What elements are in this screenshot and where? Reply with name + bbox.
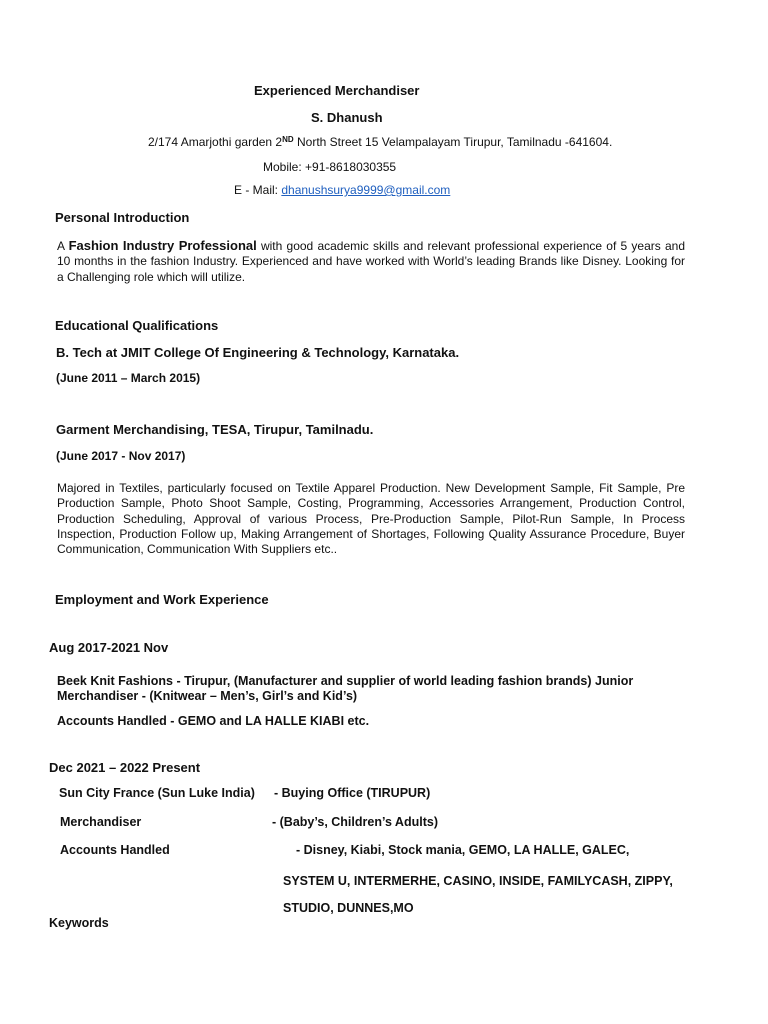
job1-period: Aug 2017-2021 Nov: [49, 640, 169, 655]
address-ordinal-suffix: ND: [282, 135, 294, 144]
degree-garment-merchandising: Garment Merchandising, TESA, Tirupur, Tamilnadu.: [56, 422, 374, 437]
address: [148, 135, 612, 150]
job2-accounts-line-2: SYSTEM U, INTERMERHE, CASINO, INSIDE, FAMILYCASH, ZIPPY,: [283, 874, 673, 888]
degree-garment-dates: (June 2017 - Nov 2017): [56, 449, 186, 463]
mobile-number: Mobile: +91-8618030355: [263, 160, 397, 174]
job2-period: Dec 2021 – 2022 Present: [49, 760, 201, 775]
intro-body: with good academic skills and relevant professional experience of 5 years and 10 months in the fashion Industry. Experienced and have worked with World’s leading Brands like Disney. Looking for a Challenging role which will utilize.: [57, 239, 685, 284]
employment-heading: Employment and Work Experience: [55, 592, 269, 607]
degree-btech-dates: (June 2011 – March 2015): [56, 371, 201, 385]
job1-line-1: Beek Knit Fashions - Tirupur, (Manufacturer and supplier of world leading fashion brands) Junior: [57, 674, 634, 688]
job2-role-label: Merchandiser: [60, 815, 142, 829]
personal-intro-paragraph: [57, 238, 685, 285]
address-part-2: North Street 15 Velampalayam Tirupur, Tamilnadu -641604.: [293, 135, 613, 149]
job2-accounts-line-3: STUDIO, DUNNES,MO: [283, 901, 414, 915]
education-heading: Educational Qualifications: [55, 318, 219, 333]
job2-accounts-line-1: - Disney, Kiabi, Stock mania, GEMO, LA HALLE, GALEC,: [296, 843, 630, 857]
intro-bold-phrase: Fashion Industry Professional: [68, 238, 257, 253]
email-line: [234, 184, 450, 198]
degree-garment-description: Majored in Textiles, particularly focused on Textile Apparel Production. New Development Sample, Fit Sample, Pre Production Sample, Photo Shoot Sample, Costing, Programming, Accessories Arrangement, Production Control, Production Scheduling, Approval of various Process, Pre-Production Sample, Pilot-Run Sample, In Process Inspection, Production Follow up, Making Arrangement of Shortages, Following Quality Assurance Procedure, Buyer Communication, Communication With Suppliers etc..: [57, 481, 685, 557]
address-part-1: 2/174 Amarjothi garden 2: [148, 135, 283, 149]
job-title: Experienced Merchandiser: [254, 83, 420, 98]
intro-lead: A: [57, 239, 69, 253]
email-link[interactable]: dhanushsurya9999@gmail.com: [281, 183, 451, 197]
job2-company-value: - Buying Office (TIRUPUR): [274, 786, 431, 800]
personal-intro-heading: Personal Introduction: [55, 210, 190, 225]
job2-role-value: - (Baby’s, Children’s Adults): [272, 815, 438, 829]
email-label: E - Mail:: [234, 183, 282, 197]
job1-accounts: Accounts Handled - GEMO and LA HALLE KIABI etc.: [57, 714, 370, 728]
degree-btech: B. Tech at JMIT College Of Engineering & Technology, Karnataka.: [56, 345, 460, 360]
job2-company: Sun City France (Sun Luke India): [59, 786, 255, 800]
job2-accounts-label: Accounts Handled: [60, 843, 170, 857]
keywords-heading: Keywords: [49, 916, 109, 930]
job1-line-2: Merchandiser - (Knitwear – Men’s, Girl’s and Kid’s): [57, 689, 358, 703]
candidate-name: S. Dhanush: [311, 110, 383, 125]
